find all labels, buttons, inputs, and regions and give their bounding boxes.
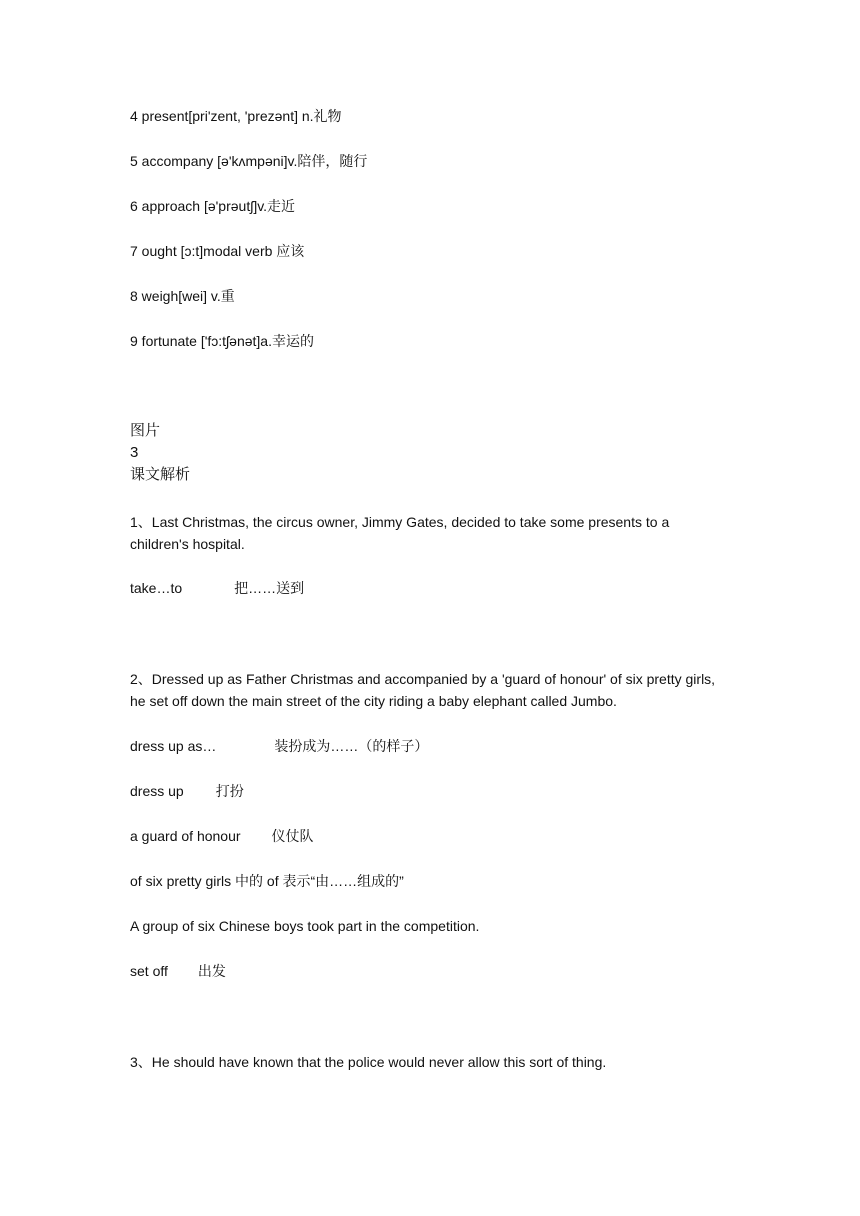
vocab-item-accompany: 5 accompany [ə'kʌmpəni]v.陪伴，随行	[130, 153, 368, 169]
phrase-text: dress up	[130, 783, 184, 799]
vocab-item-approach: 6 approach [ə'prəutʃ]v.走近	[130, 198, 296, 214]
phrase-text: take…to	[130, 580, 183, 596]
image-label: 图片	[130, 422, 161, 439]
phrase-set-off	[130, 962, 226, 980]
vocab-item-present: 4 present[pri'zent, 'prezənt] n.礼物	[130, 108, 342, 124]
section-number: 3	[130, 444, 139, 461]
sentence-1: 1、Last Christmas, the circus owner, Jimmy Gates, decided to take some presents to a children's hospital.	[130, 514, 670, 552]
phrase-guard-of-honour	[130, 827, 314, 845]
phrase-take-to	[130, 579, 304, 597]
sentence-3: 3、He should have known that the police would never allow this sort of thing.	[130, 1054, 607, 1070]
phrase-meaning: 装扮成为……（的样子）	[274, 738, 429, 754]
example-sentence: A group of six Chinese boys took part in the competition.	[130, 918, 480, 934]
phrase-meaning: 打扮	[215, 783, 244, 799]
vocab-item-fortunate: 9 fortunate ['fɔ:tʃənət]a.幸运的	[130, 333, 314, 349]
phrase-text: dress up as…	[130, 738, 217, 754]
section-title: 课文解析	[130, 466, 191, 483]
vocab-item-ought: 7 ought [ɔ:t]modal verb 应该	[130, 243, 305, 259]
phrase-meaning: 把……送到	[234, 580, 305, 596]
note-of: of six pretty girls 中的 of 表示“由……组成的”	[130, 873, 404, 889]
phrase-meaning: 仪仗队	[271, 828, 314, 844]
phrase-dress-up	[130, 782, 244, 800]
phrase-meaning: 出发	[197, 963, 226, 979]
sentence-2: 2、Dressed up as Father Christmas and accompanied by a 'guard of honour' of six pretty girls, he set off down the main street of the city riding a baby elephant called Jumbo.	[130, 671, 716, 709]
vocab-item-weigh: 8 weigh[wei] v.重	[130, 288, 235, 304]
phrase-text: a guard of honour	[130, 828, 241, 844]
phrase-text: set off	[130, 963, 168, 979]
phrase-dress-up-as	[130, 737, 428, 755]
